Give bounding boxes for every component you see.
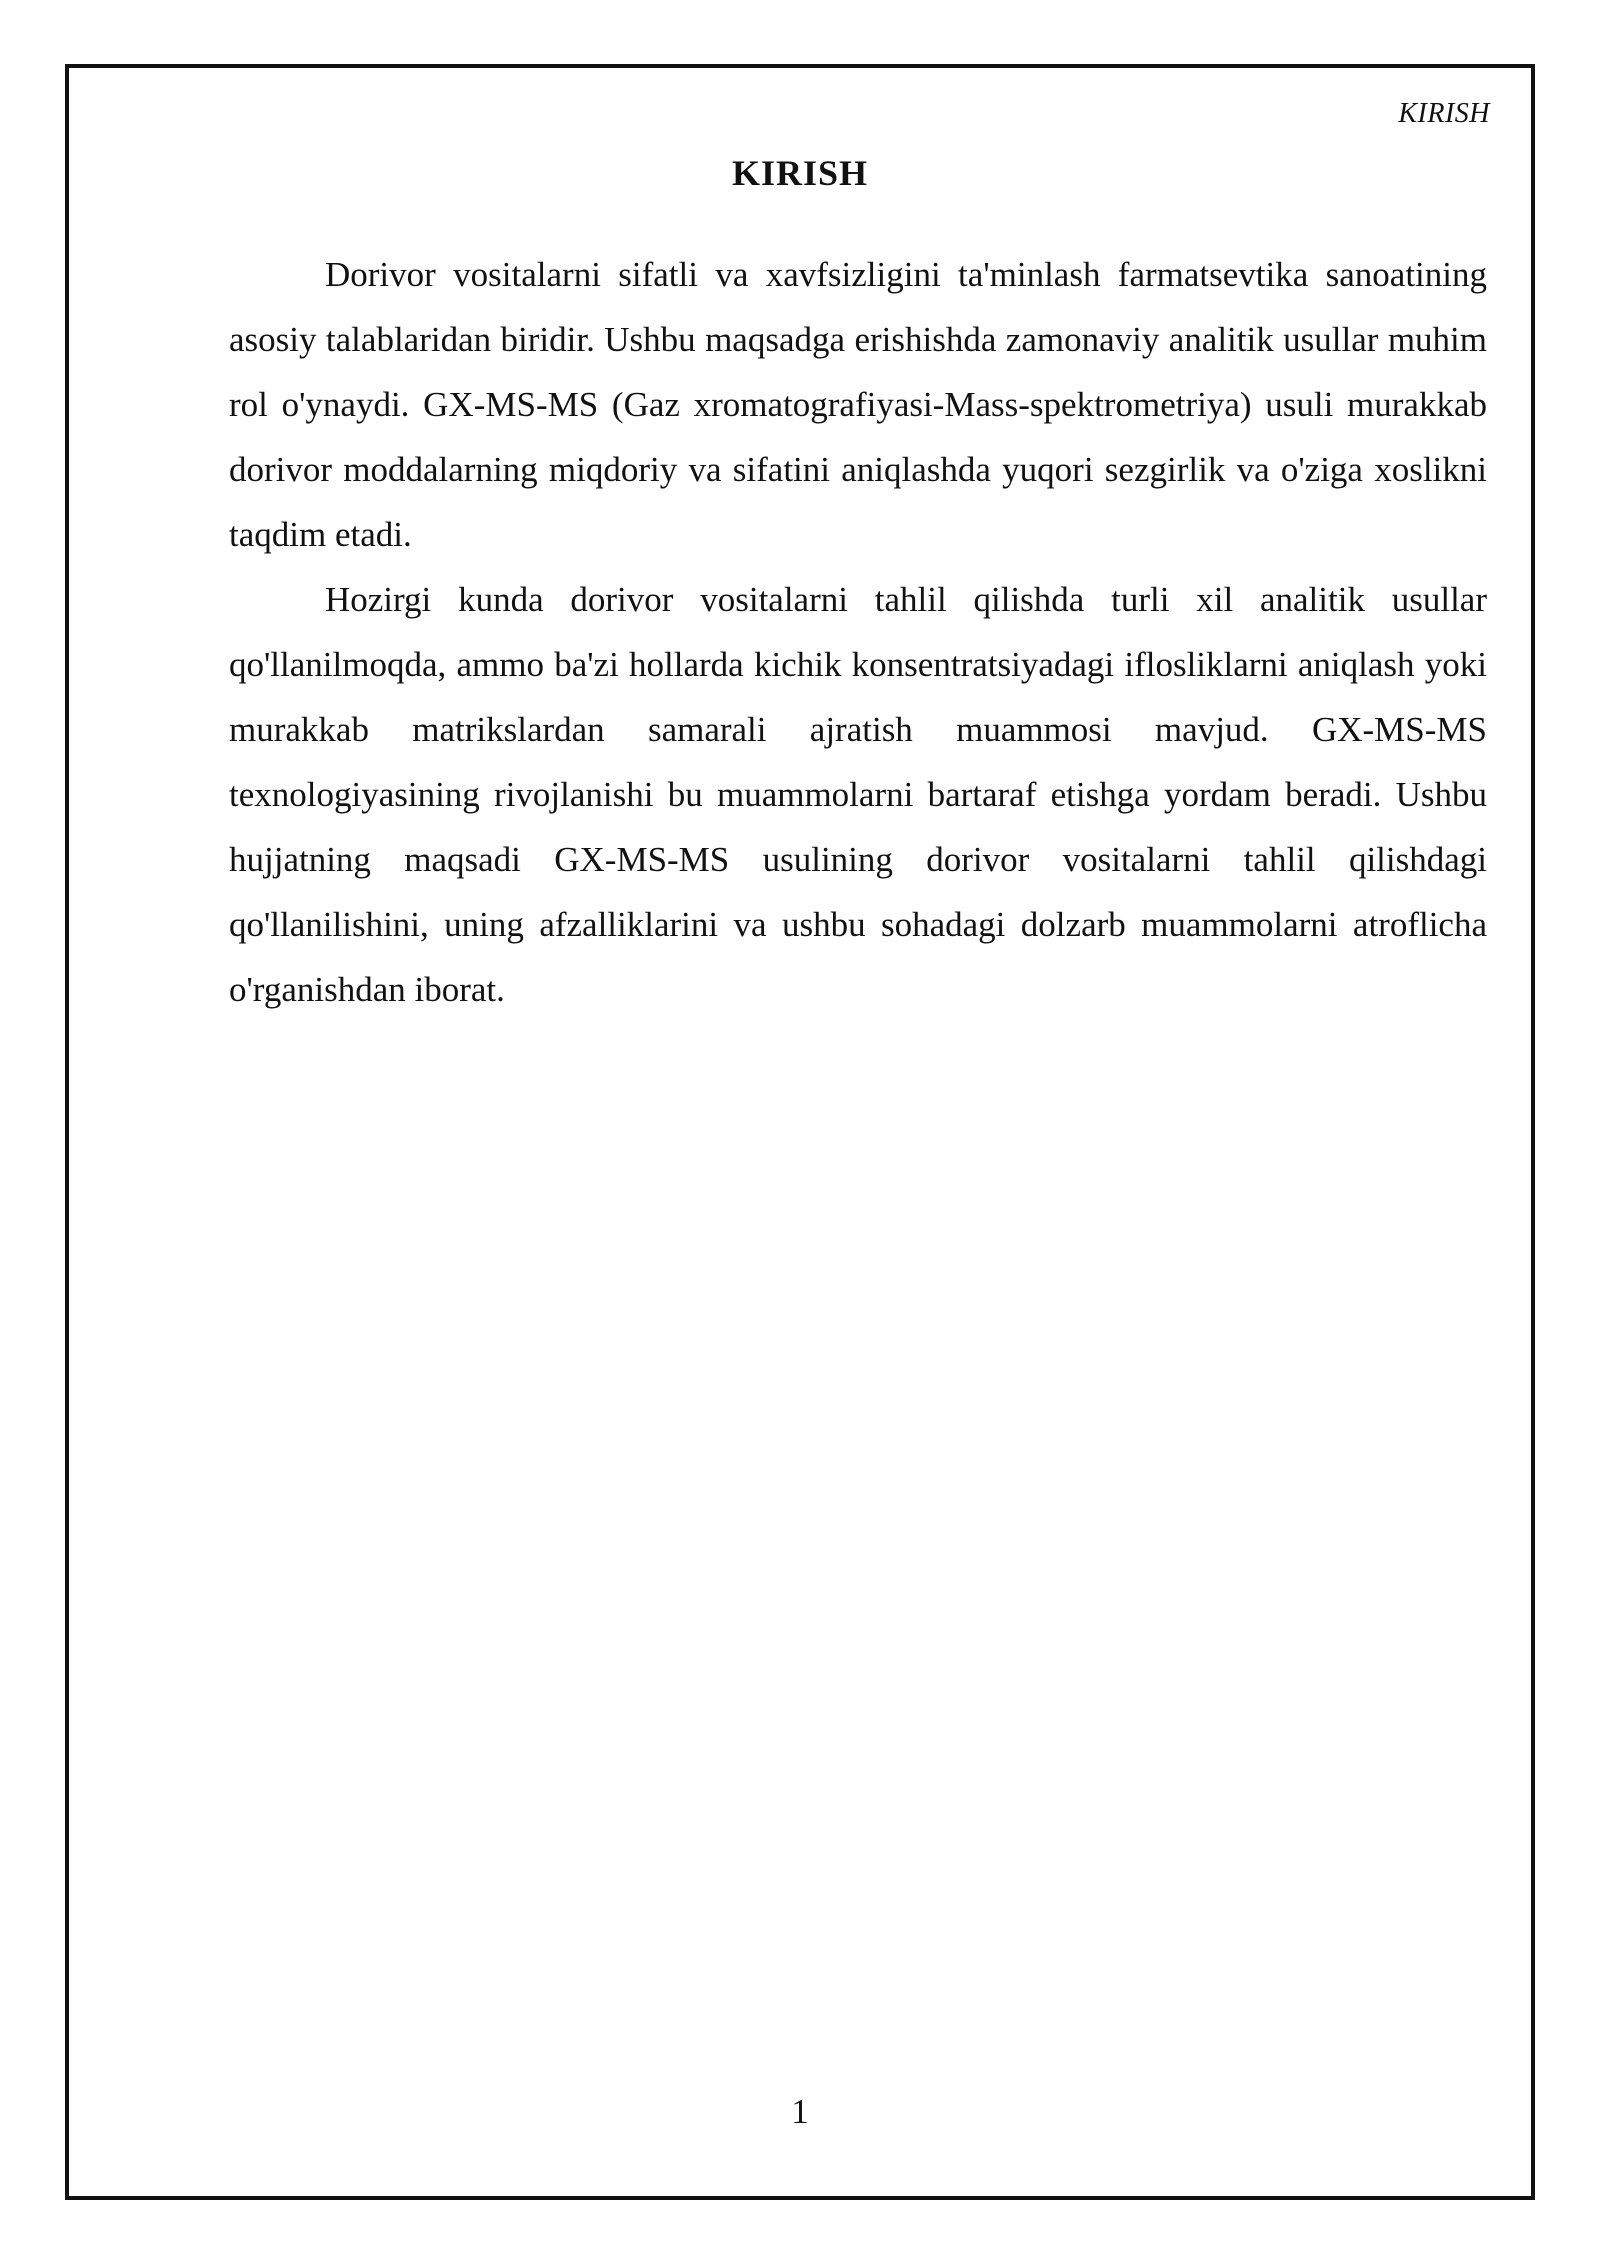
page-number: 1 xyxy=(791,2092,809,2131)
running-header: KIRISH xyxy=(1398,98,1490,129)
page-title: KIRISH xyxy=(731,153,869,193)
body-text xyxy=(229,242,1487,1022)
paragraph-2: Hozirgi kunda dorivor vositalarni tahlil qilishda turli xil analitik usullar qo'llanilmoqda, ammo ba'zi hollarda kichik konsentratsiyadagi iflosliklarni aniqlash yoki murakkab matrikslardan samarali ajratish muammosi mavjud. GX-MS-MS texnologiyasining rivojlanishi bu muammolarni bartaraf etishga yordam beradi. Ushbu hujjatning maqsadi GX-MS-MS usulining dorivor vositalarni tahlil qilishdagi qo'llanilishini, uning afzalliklarini va ushbu sohadagi dolzarb muammolarni atroflicha o'rganishdan iborat. xyxy=(229,580,1487,1009)
paragraph-1: Dorivor vositalarni sifatli va xavfsizligini ta'minlash farmatsevtika sanoatining asosiy talablaridan biridir. Ushbu maqsadga erishishda zamonaviy analitik usullar muhim rol o'ynaydi. GX-MS-MS (Gaz xromatografiyasi-Mass-spektrometriya) usuli murakkab dorivor moddalarning miqdoriy va sifatini aniqlashda yuqori sezgirlik va o'ziga xoslikni taqdim etadi. xyxy=(229,255,1487,554)
